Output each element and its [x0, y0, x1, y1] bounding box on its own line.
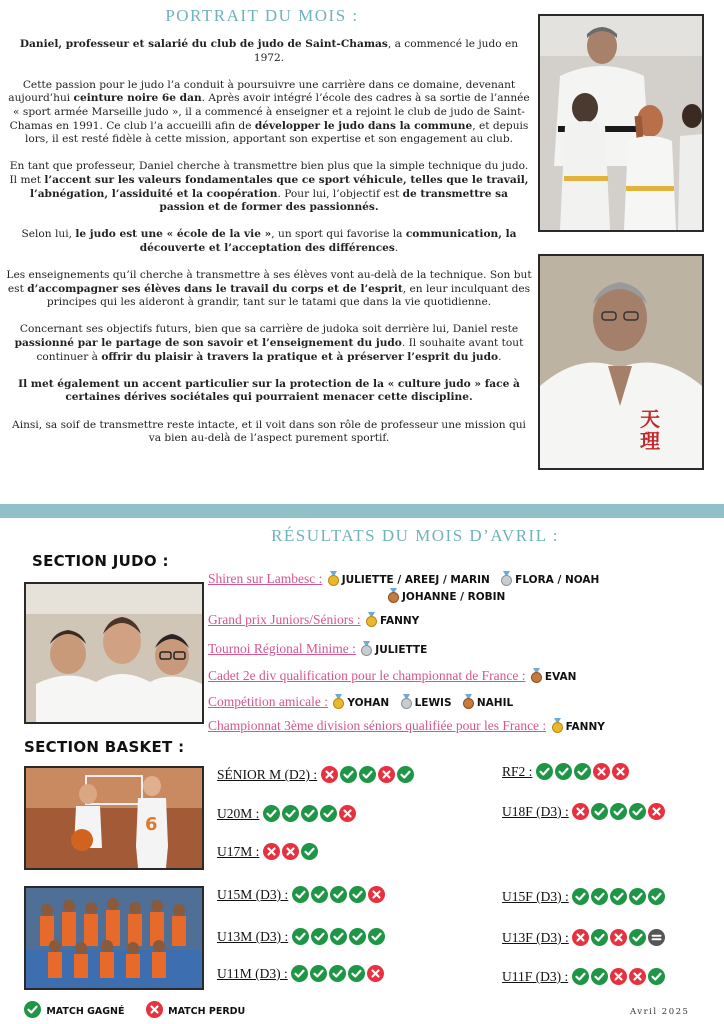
- team-label: U17M :: [217, 844, 260, 859]
- judo-kids-photo: [24, 582, 204, 724]
- bold-text: communication, la découverte et l’acceptation des différences: [139, 228, 517, 254]
- match-lost-icon: [263, 843, 280, 860]
- match-results: [572, 969, 667, 984]
- match-won-icon: [301, 805, 318, 822]
- section-divider-band: [0, 504, 724, 518]
- match-results: [572, 804, 667, 819]
- bronze-medal-icon: [463, 694, 474, 709]
- match-lost-icon: [610, 968, 627, 985]
- basket-players-photo: [24, 766, 204, 870]
- match-results: [536, 764, 631, 779]
- competition-label: Compétition amicale :: [208, 694, 328, 709]
- portrait-title: PORTRAIT DU MOIS :: [165, 6, 359, 25]
- silver-medal-icon: [501, 571, 512, 586]
- match-draw-icon: [648, 929, 665, 946]
- match-won-icon: [340, 766, 357, 783]
- team-senior-m: [217, 766, 416, 783]
- svg-text:6: 6: [145, 814, 158, 835]
- text: , en leur inculquant des principes qui les aideront à grandir, tant sur le tatami que dans la vie quotidienne.: [46, 282, 531, 309]
- match-lost-icon: [572, 929, 589, 946]
- match-won-icon: [349, 928, 366, 945]
- team-rf2: [502, 763, 631, 780]
- team-label: U13F (D3) :: [502, 930, 569, 945]
- bold-text: l’accent sur les valeurs fondamentales que ce sport véhicule, telles que le travail, l’abnégation, l’assiduité et la coopération: [29, 173, 529, 200]
- team-label: U11F (D3) :: [502, 969, 569, 984]
- team-u11f: [502, 968, 667, 985]
- match-won-icon: [310, 965, 327, 982]
- match-lost-icon: [378, 766, 395, 783]
- match-lost-icon: [368, 886, 385, 903]
- match-won-icon: [591, 929, 608, 946]
- match-won-icon: [282, 805, 299, 822]
- judo-section-heading: SECTION JUDO :: [32, 552, 169, 570]
- legend-win-label: MATCH GAGNÉ: [46, 1006, 125, 1017]
- medalist-names: YOHAN: [347, 697, 390, 709]
- match-results: [321, 767, 416, 782]
- gold-medal-icon: [366, 612, 377, 627]
- bold-text: Il met également un accent particulier sur la protection de la « culture judo » face à certaines dérives sociétales qui pourraient menacer cette discipline.: [18, 377, 520, 404]
- match-results: [292, 887, 387, 902]
- team-label: U15M (D3) :: [217, 887, 289, 902]
- text: Les enseignements qu’il cherche à transmettre à ses élèves vont au-delà de la technique. Son but est: [6, 269, 532, 295]
- match-lost-icon: [572, 803, 589, 820]
- paragraph: [6, 160, 532, 214]
- match-won-icon: [311, 928, 328, 945]
- text: Selon lui,: [21, 228, 76, 241]
- paragraph: [6, 38, 532, 65]
- team-label: U15F (D3) :: [502, 889, 569, 904]
- match-results: [263, 806, 358, 821]
- competition-label: Championnat 3ème division séniors qualifiée pour les France :: [208, 718, 547, 733]
- match-lost-icon: [282, 843, 299, 860]
- silver-medal-icon: [361, 641, 372, 656]
- team-u15f: [502, 888, 667, 905]
- match-won-icon: [629, 929, 646, 946]
- text: . Pour lui, l’objectif est: [277, 187, 403, 200]
- bold-text: ceinture noire 6e dan: [73, 92, 202, 105]
- medalist-names: JULIETTE: [375, 644, 428, 656]
- check-icon: [24, 1001, 41, 1018]
- match-lost-icon: [367, 965, 384, 982]
- team-u13m: [217, 928, 387, 945]
- team-u15m: [217, 886, 387, 903]
- medalist-names: FANNY: [565, 721, 605, 733]
- paragraph: [6, 269, 532, 310]
- match-lost-icon: [610, 929, 627, 946]
- text: .: [394, 241, 399, 254]
- basket-team-photo: [24, 886, 204, 990]
- coach-portrait-photo: [538, 254, 704, 470]
- competition-label: Cadet 2e div qualification pour le championnat de France :: [208, 668, 526, 683]
- match-won-icon: [359, 766, 376, 783]
- match-results: [572, 889, 667, 904]
- match-won-icon: [555, 763, 572, 780]
- text: .: [498, 350, 502, 363]
- coach-with-children-photo: [538, 14, 704, 232]
- match-won-icon: [591, 803, 608, 820]
- team-u17m: [217, 843, 320, 860]
- paragraph: [6, 378, 532, 405]
- judo-result-tournoi-minime: [208, 641, 427, 657]
- match-won-icon: [292, 886, 309, 903]
- match-won-icon: [610, 888, 627, 905]
- competition-label: Grand prix Juniors/Séniors :: [208, 612, 361, 627]
- text: . Il souhaite avant tout continuer à: [36, 337, 524, 363]
- match-won-icon: [349, 886, 366, 903]
- paragraph: [6, 323, 532, 364]
- match-won-icon: [330, 886, 347, 903]
- match-won-icon: [591, 968, 608, 985]
- team-u20m: [217, 805, 358, 822]
- footer-date: Avril 2025: [630, 1007, 690, 1017]
- match-won-icon: [629, 888, 646, 905]
- bold-text: de transmettre sa passion et de former des passionnés.: [159, 187, 508, 214]
- svg-text:理: 理: [640, 429, 660, 453]
- gold-medal-icon: [328, 571, 339, 586]
- match-lost-icon: [612, 763, 629, 780]
- team-label: SÉNIOR M (D2) :: [217, 767, 318, 782]
- team-label: U11M (D3) :: [217, 966, 288, 981]
- medalist-names: LEWIS: [414, 697, 452, 709]
- match-results: [292, 929, 387, 944]
- competition-label: Tournoi Régional Minime :: [208, 641, 356, 656]
- judo-result-grand-prix: [208, 612, 419, 628]
- match-won-icon: [536, 763, 553, 780]
- match-won-icon: [572, 968, 589, 985]
- match-won-icon: [397, 766, 414, 783]
- team-label: U18F (D3) :: [502, 804, 569, 819]
- match-won-icon: [610, 803, 627, 820]
- legend: [24, 1001, 245, 1018]
- team-label: U20M :: [217, 806, 260, 821]
- text: Ainsi, sa soif de transmettre reste intacte, et il voit dans son rôle de professeur une mission qui va bien au-delà de l’aspect purement sportif.: [12, 418, 526, 445]
- medalist-names: JULIETTE / AREEJ / MARIN: [341, 574, 490, 586]
- match-won-icon: [348, 965, 365, 982]
- match-won-icon: [591, 888, 608, 905]
- paragraph: [6, 228, 532, 255]
- match-lost-icon: [593, 763, 610, 780]
- medalist-names: NAHIL: [476, 697, 514, 709]
- judo-result-cadet: [208, 668, 576, 684]
- judo-result-championnat-3e: [208, 718, 605, 734]
- match-lost-icon: [648, 803, 665, 820]
- medalist-names: FLORA / NOAH: [515, 574, 600, 586]
- match-won-icon: [292, 928, 309, 945]
- match-results: [572, 930, 667, 945]
- team-label: U13M (D3) :: [217, 929, 289, 944]
- svg-text:天: 天: [640, 407, 660, 431]
- match-results: [263, 844, 320, 859]
- match-won-icon: [263, 805, 280, 822]
- match-lost-icon: [339, 805, 356, 822]
- match-won-icon: [572, 888, 589, 905]
- bronze-medal-icon: [531, 668, 542, 683]
- medalist-names: EVAN: [544, 671, 577, 683]
- match-won-icon: [574, 763, 591, 780]
- match-lost-icon: [629, 968, 646, 985]
- text: , a commencé le judo en 1972.: [253, 38, 519, 64]
- match-lost-icon: [321, 766, 338, 783]
- results-title: RÉSULTATS DU MOIS D’AVRIL :: [271, 526, 559, 545]
- match-won-icon: [368, 928, 385, 945]
- legend-loss-label: MATCH PERDU: [168, 1006, 246, 1017]
- text: , et depuis lors, il est resté fidèle à cette mission, apportant son expertise et son engagement au club.: [24, 119, 529, 146]
- match-won-icon: [311, 886, 328, 903]
- bold-text: passionné par le partage de son savoir et l’enseignement du judo: [14, 337, 402, 350]
- team-u13f: [502, 929, 667, 946]
- portrait-article: [6, 38, 532, 459]
- judo-result-amicale: [208, 694, 513, 710]
- cross-icon: [146, 1001, 163, 1018]
- text: Cette passion pour le judo l’a conduit à poursuivre une carrière dans ce domaine, devenant aujourd’hui: [8, 78, 516, 105]
- paragraph: [6, 419, 532, 446]
- bold-text: Daniel, professeur et salarié du club de judo de Saint-Chamas: [19, 38, 388, 50]
- match-results: [291, 966, 386, 981]
- bold-text: développer le judo dans la commune: [254, 119, 473, 132]
- text: , un sport qui favorise la: [271, 228, 406, 241]
- silver-medal-icon: [401, 694, 412, 709]
- match-won-icon: [291, 965, 308, 982]
- gold-medal-icon: [333, 694, 344, 709]
- bold-text: offrir du plaisir à travers la pratique et à préserver l’esprit du judo: [101, 350, 499, 363]
- match-won-icon: [329, 965, 346, 982]
- team-u11m: [217, 965, 386, 982]
- match-won-icon: [648, 888, 665, 905]
- text: Concernant ses objectifs futurs, bien que sa carrière de judoka soit derrière lui, Daniel reste: [19, 323, 519, 336]
- match-won-icon: [629, 803, 646, 820]
- competition-label: Shiren sur Lambesc :: [208, 571, 323, 586]
- team-u18f: [502, 803, 667, 820]
- team-label: RF2 :: [502, 764, 533, 779]
- gold-medal-icon: [552, 718, 563, 733]
- match-won-icon: [330, 928, 347, 945]
- text: En tant que professeur, Daniel cherche à transmettre bien plus que la simple technique du judo. Il met: [9, 160, 529, 186]
- match-won-icon: [320, 805, 337, 822]
- match-won-icon: [648, 968, 665, 985]
- judo-result-shiren: [208, 571, 599, 587]
- match-won-icon: [301, 843, 318, 860]
- basket-section-heading: SECTION BASKET :: [24, 738, 185, 756]
- medalist-names: JOHANNE / ROBIN: [402, 591, 506, 603]
- bold-text: le judo est une « école de la vie »: [75, 228, 272, 241]
- bold-text: d’accompagner ses élèves dans le travail du corps et de l’esprit: [27, 282, 403, 295]
- medalist-names: FANNY: [380, 615, 420, 627]
- text: . Après avoir intégré l’école des cadres à sa sortie de l’année « sport armée Marseille judo », il a commencé à enseigner et a rejoint le club de judo de Saint-Chamas en 1991. Ce club l’a accueilli afin de: [9, 92, 530, 132]
- bronze-medal-icon: [388, 588, 399, 603]
- paragraph: [6, 79, 532, 147]
- judo-result-shiren-bronze: [386, 588, 505, 604]
